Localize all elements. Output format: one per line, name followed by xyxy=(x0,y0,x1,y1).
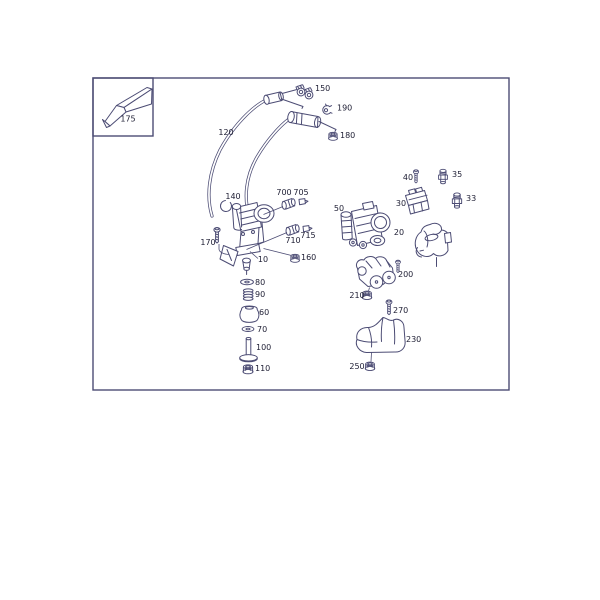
callout-250: 250 xyxy=(349,362,365,371)
callout-120: 120 xyxy=(218,128,234,137)
part-33-fitting-drawing xyxy=(452,193,461,208)
callout-40: 40 xyxy=(402,173,414,182)
part-270-screw-drawing xyxy=(386,300,392,315)
part-180-nut-drawing xyxy=(329,132,338,140)
part-710-connector-drawing xyxy=(285,224,300,235)
callout-175: 175 xyxy=(120,114,136,124)
callout-270: 270 xyxy=(393,306,409,315)
part-100-bolt-drawing xyxy=(240,338,258,362)
callout-180: 180 xyxy=(340,131,356,140)
callout-110: 110 xyxy=(255,364,271,373)
callout-70: 70 xyxy=(257,325,268,334)
callout-710: 710 xyxy=(285,236,301,245)
part-60-rubber-mount-drawing xyxy=(240,306,259,322)
callout-705: 705 xyxy=(293,188,309,197)
callout-700: 700 xyxy=(276,188,292,197)
part-80-washer-drawing xyxy=(241,279,254,284)
part-20-bracket-drawing xyxy=(415,223,451,266)
part-200-valve-block-drawing xyxy=(356,257,400,289)
callout-60: 60 xyxy=(259,308,270,317)
part-110-nut-drawing xyxy=(243,365,253,374)
part-160-nut-drawing xyxy=(291,254,300,262)
callout-230: 230 xyxy=(406,335,422,344)
part-70-washer-drawing xyxy=(242,327,254,332)
callout-100: 100 xyxy=(256,343,272,352)
callout-90: 90 xyxy=(255,290,266,299)
part-35-fitting-drawing xyxy=(439,169,448,183)
callout-170: 170 xyxy=(200,238,216,247)
part-150-hose-clamps-drawing xyxy=(296,85,314,100)
part-705-fitting-drawing xyxy=(299,199,308,205)
callout-140: 140 xyxy=(225,192,241,201)
part-40-screw-drawing xyxy=(413,170,418,183)
part-30-valve-unit-drawing xyxy=(406,187,430,214)
callout-10: 10 xyxy=(257,255,269,264)
part-50-compressor-drawing xyxy=(341,202,390,249)
callout-715: 715 xyxy=(300,231,316,240)
callout-33: 33 xyxy=(466,194,477,203)
part-250-nut-drawing xyxy=(365,362,375,370)
callout-20: 20 xyxy=(393,228,405,237)
part-230-bracket-drawing xyxy=(356,318,405,353)
callout-210: 210 xyxy=(349,291,365,300)
callout-200: 200 xyxy=(398,270,414,279)
callout-190: 190 xyxy=(337,103,353,113)
callout-35: 35 xyxy=(452,170,463,179)
callout-80: 80 xyxy=(255,278,266,287)
part-90-rubber-spring-drawing xyxy=(243,289,253,301)
callout-50: 50 xyxy=(333,204,345,213)
callout-30: 30 xyxy=(395,199,407,208)
part-190-clip-drawing xyxy=(323,104,332,114)
callout-160: 160 xyxy=(301,253,317,262)
part-700-connector-drawing xyxy=(281,198,296,209)
callout-150: 150 xyxy=(315,84,331,93)
